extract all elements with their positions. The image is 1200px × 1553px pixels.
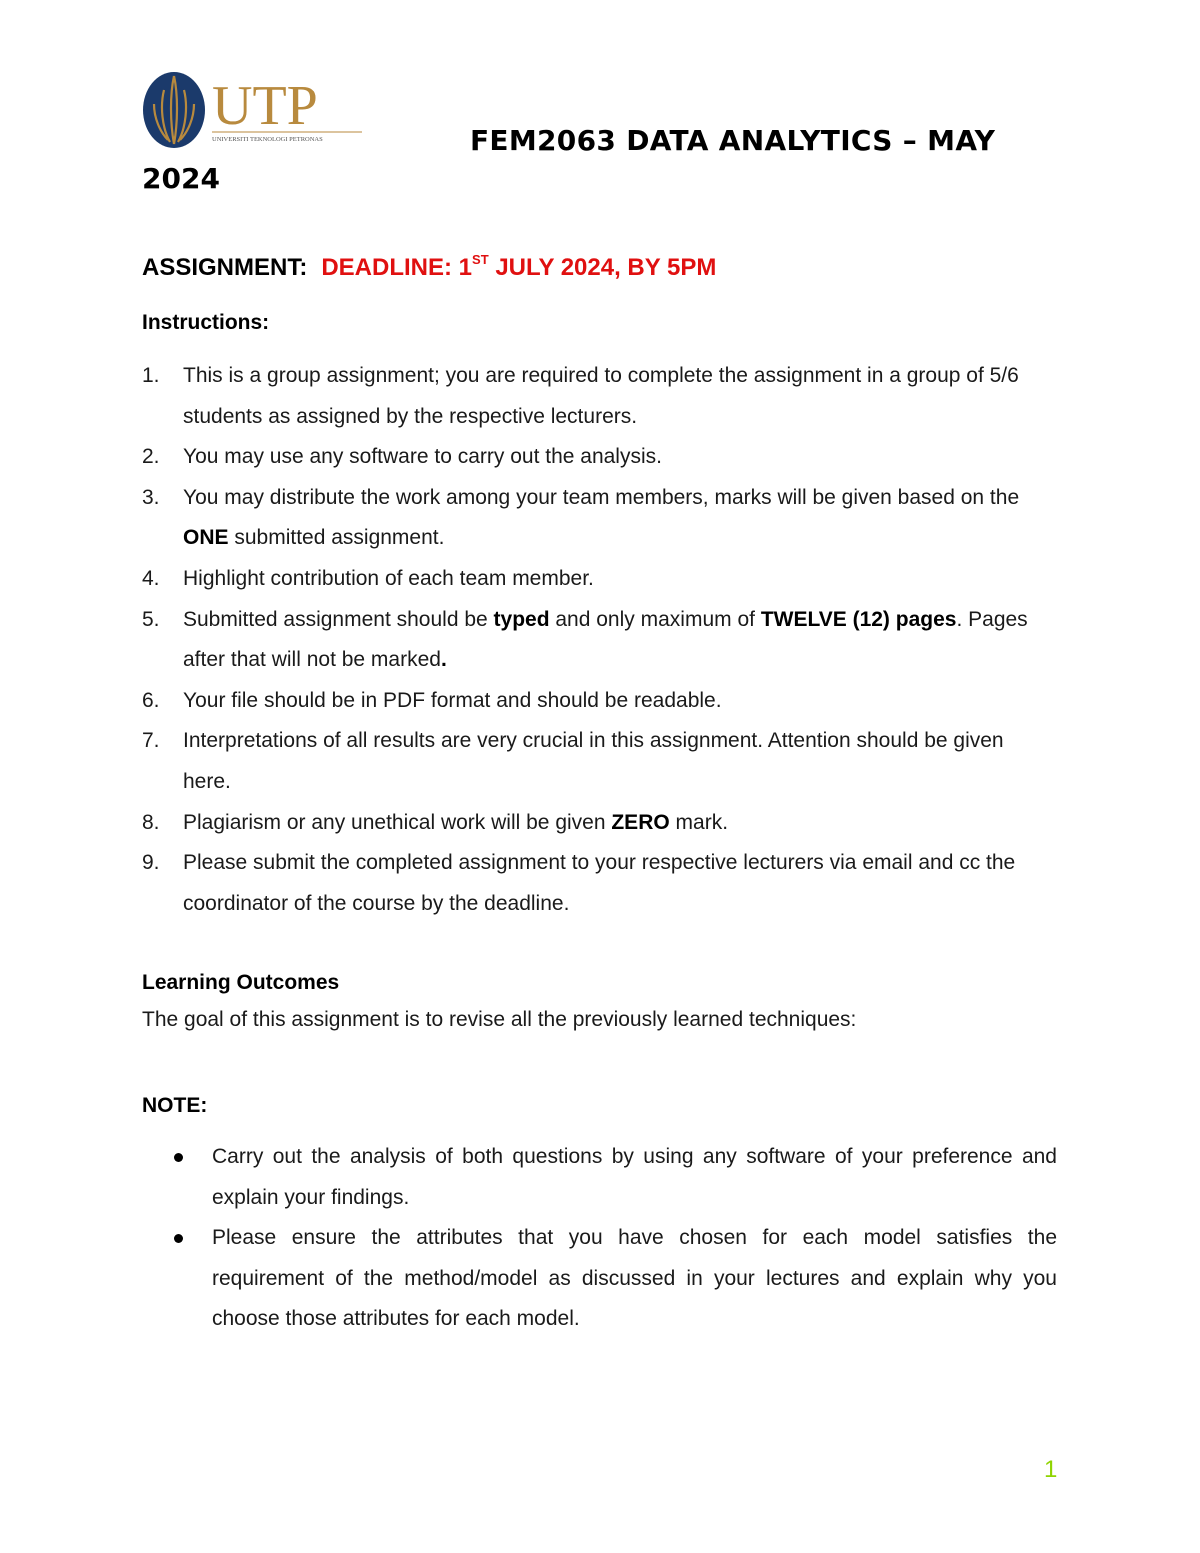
note-text: Carry out the analysis of both questions by using any software of your preference and explain your findings. — [212, 1145, 1057, 1209]
instruction-item — [142, 721, 1057, 802]
note-list — [168, 1137, 1057, 1340]
instruction-item — [142, 803, 1057, 844]
note-text: Please ensure the attributes that you have chosen for each model satisfies the requirement of the method/model as discussed in your lectures and explain why you choose those attributes for each model. — [212, 1226, 1057, 1331]
instruction-item — [142, 437, 1057, 478]
item-text: mark. — [669, 810, 729, 834]
deadline-prefix: DEADLINE: 1 — [321, 254, 473, 281]
instruction-item — [142, 681, 1057, 722]
bullet-icon — [174, 1234, 183, 1243]
item-text: Your file should be in PDF format and should be readable. — [183, 688, 722, 712]
item-text: Highlight contribution of each team member. — [183, 566, 594, 590]
item-text: . Pages after that will not be marked — [183, 607, 1028, 672]
item-text: Interpretations of all results are very crucial in this assignment. Attention should be given here. — [183, 729, 1004, 793]
item-number: 9. — [142, 851, 160, 875]
item-number: 4. — [142, 566, 160, 590]
item-text: You may use any software to carry out the analysis. — [183, 445, 662, 469]
item-number: 6. — [142, 688, 160, 712]
note-heading: NOTE: — [142, 1094, 208, 1117]
instructions-list — [142, 356, 1057, 924]
deadline-suffix: JULY 2024, BY 5PM — [488, 254, 717, 281]
page-number: 1 — [1044, 1456, 1058, 1483]
item-emphasis: typed — [493, 607, 550, 631]
item-text: Please submit the completed assignment to your respective lecturers via email and cc the coordinator of the course by the deadline. — [183, 851, 1016, 915]
item-number: 2. — [142, 445, 160, 469]
item-text: You may distribute the work among your team members, marks will be given based on the — [183, 485, 1020, 509]
bullet-icon — [174, 1153, 183, 1162]
assignment-label: ASSIGNMENT: — [142, 254, 308, 281]
note-item — [168, 1218, 1057, 1340]
instruction-item — [142, 559, 1057, 600]
instruction-item — [142, 600, 1057, 681]
instructions-heading: Instructions: — [142, 311, 270, 334]
item-number: 5. — [142, 607, 160, 631]
item-text: Submitted assignment should be — [183, 607, 494, 631]
logo-text: UTP — [212, 75, 318, 137]
instruction-item — [142, 478, 1057, 559]
instruction-item — [142, 843, 1057, 924]
course-title: FEM2063 DATA ANALYTICS – MAY — [470, 124, 996, 157]
item-emphasis: ZERO — [611, 810, 670, 834]
note-item — [168, 1137, 1057, 1218]
item-text: submitted assignment. — [228, 526, 445, 550]
logo-subtitle: UNIVERSITI TEKNOLOGI PETRONAS — [212, 136, 323, 143]
instruction-item — [142, 356, 1057, 437]
item-number: 1. — [142, 364, 160, 387]
item-number: 3. — [142, 485, 160, 509]
item-number: 7. — [142, 729, 160, 753]
item-emphasis: . — [440, 648, 447, 672]
item-emphasis: ONE — [183, 526, 229, 550]
item-text: Plagiarism or any unethical work will be given — [183, 810, 612, 834]
item-text: and only maximum of — [549, 607, 761, 631]
item-number: 8. — [142, 810, 160, 834]
deadline-ordinal: ST — [472, 252, 489, 267]
assignment-line — [142, 252, 716, 282]
learning-outcomes-text: The goal of this assignment is to revise all the previously learned techniques: — [142, 1008, 857, 1031]
learning-outcomes-heading: Learning Outcomes — [142, 971, 340, 994]
utp-logo — [140, 70, 365, 150]
item-emphasis: TWELVE (12) pages — [760, 607, 957, 631]
course-year: 2024 — [142, 162, 220, 195]
item-text: This is a group assignment; you are required to complete the assignment in a group of 5/6 students as assigned by the respective lecturers. — [183, 364, 1019, 428]
deadline — [321, 254, 716, 281]
